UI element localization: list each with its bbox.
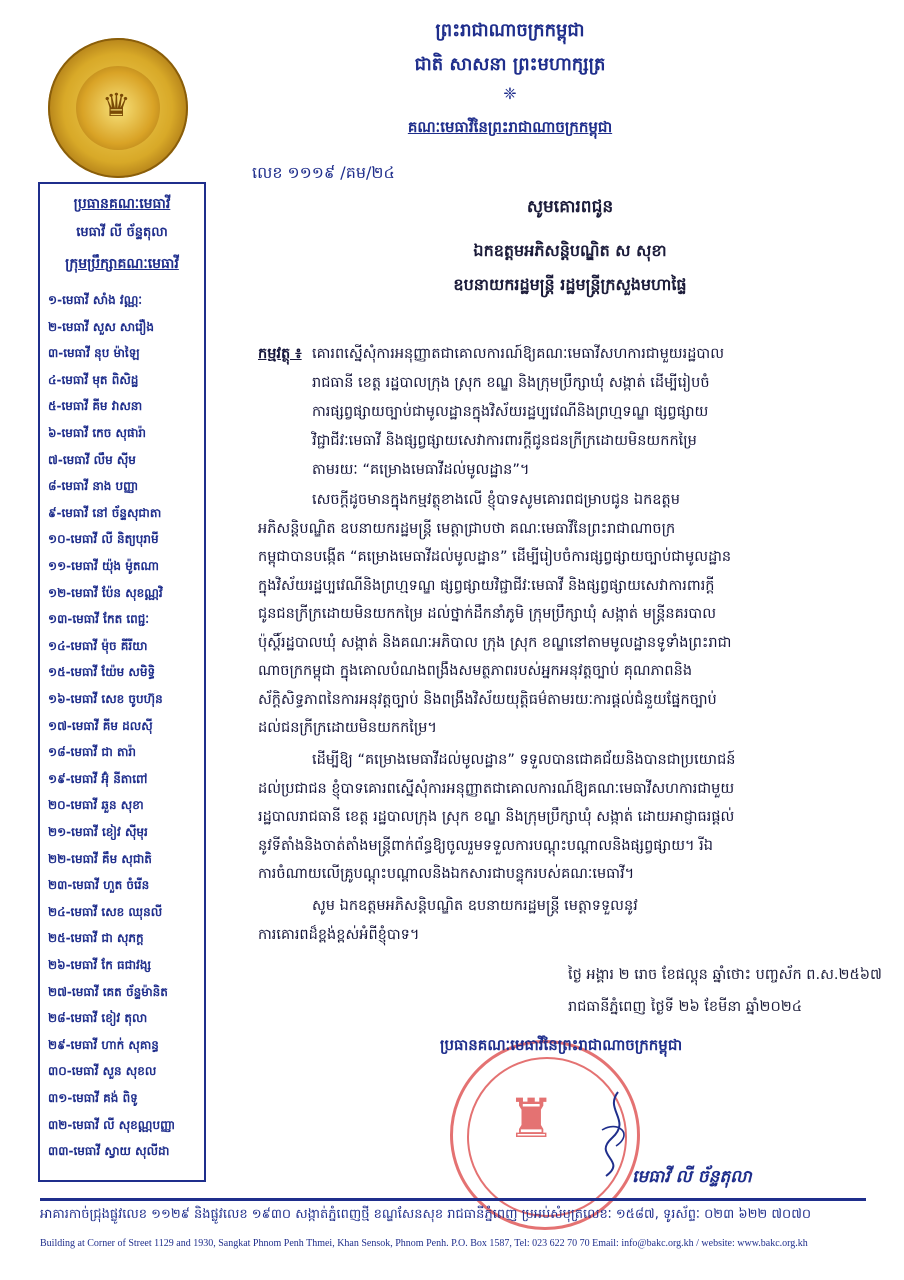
council-member: ២២-មេធាវី គឹម សុជាតិ — [48, 851, 152, 866]
closing-line: សូម ឯកឧត្តមអភិសន្តិបណ្ឌិត ឧបនាយករដ្ឋមន្ត្រី មេត្តាទទួលនូវ — [312, 898, 638, 914]
council-member: ១២-មេធាវី ប៉ែន សុខណ្ណវិ — [48, 585, 163, 600]
council-member: ៣៣-មេធាវី ស្វាយ សុលីដា — [48, 1144, 170, 1159]
closing-line: ការគោរពដ៏ខ្ពង់ខ្ពស់អំពីខ្ញុំបាទ។ — [258, 927, 420, 943]
council-member: ១-មេធាវី សាំង វណ្ណៈ — [48, 293, 143, 307]
president-name: មេធាវី លី ច័ន្ទតុលា — [76, 225, 168, 240]
council-member: ១៥-មេធាវី យ៉ែម សមិទ្ធិ — [48, 665, 156, 680]
subject-line: តាមរយៈ “គម្រោងមេធាវីដល់មូលដ្ឋាន”។ — [312, 462, 530, 478]
deity-figure-icon: ♛ — [102, 86, 131, 124]
para1-line: ស័ក្តិសិទ្ធភាពនៃការអនុវត្តច្បាប់ និងពង្រឹងវិស័យយុត្តិធម៌តាមរយៈការផ្ដល់ជំនួយផ្នែកច្បាប់ — [258, 691, 717, 708]
council-member: ២៨-មេធាវី ខៀវ តុលា — [48, 1011, 148, 1026]
council-member: ២១-មេធាវី ខៀវ ស៊ីមុរ — [48, 825, 148, 839]
recipient-position: ឧបនាយករដ្ឋមន្ត្រី រដ្ឋមន្ត្រីក្រសួងមហាផ្ទៃ — [453, 275, 687, 294]
council-member: ៣១-មេធាវី គង់ ពិទូ — [48, 1091, 138, 1105]
subject-label: កម្មវត្ថុ ៖ — [258, 346, 302, 362]
council-member: ២៧-មេធាវី គេត ច័ន្ទម៉ានិត — [48, 984, 168, 999]
kingdom-heading: ព្រះរាជាណាចក្រកម្ពុជា — [435, 20, 585, 41]
para1-line: ណាចក្រកម្ពុជា ក្នុងគោលបំណងពង្រឹងសមត្ថភាពរបស់អ្នកអនុវត្តច្បាប់ គុណភាពនិង — [258, 663, 693, 679]
footer-divider — [40, 1198, 866, 1201]
para1-line: សេចក្ដីដូចមានក្នុងកម្មវត្ថុខាងលើ ខ្ញុំបាទសូមគោរពជម្រាបជូន ឯកឧត្តម — [312, 492, 680, 508]
council-member: ៧-មេធាវី លឹម ស៊ីម — [48, 452, 136, 467]
subject-line: គោរពស្នើសុំការអនុញ្ញាតជាគោលការណ៍ឱ្យគណៈមេធាវីសហការជាមួយរដ្ឋបាល — [312, 346, 725, 362]
para1-line: ជូនជនក្រីក្រដោយមិនយកកម្រៃ ដល់ថ្នាក់ដឹកនាំភូមិ ក្រុមប្រឹក្សាឃុំ សង្កាត់ មន្ត្រីនគរបាល — [258, 606, 717, 622]
para2-line: ដល់ប្រជាជន ខ្ញុំបាទគោរពស្នើសុំការអនុញ្ញាតជាគោលការណ៍ឱ្យគណៈមេធាវីសហការជាមួយ — [258, 780, 735, 797]
council-member: ១៣-មេធាវី កែត ពេជ្ជៈ — [48, 612, 150, 627]
council-title: ក្រុមប្រឹក្សាគណៈមេធាវី — [65, 256, 179, 272]
lunar-date: ថ្ងៃ អង្គារ ២ រោច ខែផល្គុន ឆ្នាំថោះ បញ្ចស័ក ព.ស.២៥៦៧ — [568, 967, 882, 983]
council-member: ៦-មេធាវី កេច សុផារ៉ា — [48, 426, 147, 440]
para2-line: ដើម្បីឱ្យ “គម្រោងមេធាវីដល់មូលដ្ឋាន” ទទួលបានជោគជ័យនិងបានជាប្រយោជន៍ — [312, 752, 736, 768]
council-member: ១៨-មេធាវី ជា តារ៉ា — [48, 745, 137, 760]
council-member: ២០-មេធាវី ឆួន សុខា — [48, 798, 144, 813]
signer-name: មេធាវី លី ច័ន្ទតុលា — [632, 1167, 752, 1187]
salutation: សូមគោរពជូន — [526, 197, 614, 217]
solar-date: រាជធានីភ្នំពេញ ថ្ងៃទី ២៦ ខែមីនា ឆ្នាំ២០២៤ — [568, 999, 803, 1015]
council-member: ២-មេធាវី សួស សារឿង — [48, 319, 154, 334]
council-member: ២៤-មេធាវី សេខ ឈុនលី — [48, 904, 163, 919]
council-sidebar — [38, 182, 206, 1182]
council-member: ៣-មេធាវី នុប ម៉ាឡៃ — [48, 346, 140, 361]
council-member: ៩-មេធាវី នៅ ច័ន្ទសុជាតា — [48, 505, 162, 520]
bar-association-logo — [48, 38, 188, 178]
council-member: ១១-មេធាវី យ៉ុង ម៉ូតណា — [48, 559, 159, 573]
council-member: ៥-មេធាវី គីម វាសនា — [48, 399, 143, 414]
council-member: ២៣-មេធាវី ហួត ចំរើន — [48, 878, 150, 893]
footer-address-english: Building at Corner of Street 1129 and 1930, Sangkat Phnom Penh Thmei, Khan Sensok, Phnom Penh. P.O. Box 1587, Tel: 023 622 70 70 Email: info@bakc.org.kh / website: www.bakc.org.kh — [40, 1238, 808, 1249]
council-member: ៤-មេធាវី មុត ពិសិដ្ឋ — [48, 372, 139, 387]
national-motto: ជាតិ សាសនា ព្រះមហាក្សត្រ — [414, 54, 606, 75]
council-member: ១៦-មេធាវី សេខ ចូបហ៊ុន — [48, 692, 163, 706]
para1-line: កម្ពុជាបានបង្កើត “គម្រោងមេធាវីដល់មូលដ្ឋាន” ដើម្បីរៀបចំការផ្សព្វផ្សាយច្បាប់ជាមូលដ្ឋាន — [258, 549, 732, 565]
council-member: ១៩-មេធាវី អ៊ុំ នីតាពៅ — [48, 771, 148, 786]
para1-line: ដល់ជនក្រីក្រដោយមិនយកកម្រៃ។ — [258, 720, 437, 736]
council-member: ១០-មេធាវី លី និត្យបុរាមី — [48, 532, 159, 547]
ornament-icon: ❈ — [503, 84, 517, 103]
council-member: ៨-មេធាវី នាង បញ្ញា — [48, 479, 139, 494]
seal-emblem-icon: ♜ — [507, 1087, 556, 1150]
subject-line: វិជ្ជាជីវៈមេធាវី និងផ្សព្វផ្សាយសេវាការពារក្តីជូនជនក្រីក្រដោយមិនយកកម្រៃ — [312, 433, 697, 449]
council-member: ៣២-មេធាវី លី សុខណ្ណបញ្ញា — [48, 1117, 176, 1132]
para1-line: អភិសន្តិបណ្ឌិត ឧបនាយករដ្ឋមន្ត្រី មេត្តាជ្រាបថា គណៈមេធាវីនៃព្រះរាជាណាចក្រ — [258, 520, 676, 537]
reference-number: លេខ ១១១៩ /គម/២៤ — [252, 163, 395, 182]
council-member: ១៤-មេធាវី ម៉ុច គីរីយា — [48, 638, 148, 653]
organization-name: គណៈមេធាវីនៃព្រះរាជាណាចក្រកម្ពុជា — [407, 118, 613, 136]
para2-line: ការចំណាយលើគ្រូបណ្តុះបណ្តាលនិងឯកសារជាបន្ទុករបស់គណៈមេធាវី។ — [258, 866, 635, 882]
council-member: ២៩-មេធាវី ហាក់ សុគាន្ធ — [48, 1037, 159, 1052]
council-member: ២៦-មេធាវី កែ ធជាវង្ស — [48, 958, 152, 972]
council-member: ៣០-មេធាវី សួន សុខល — [48, 1064, 157, 1079]
footer-address-khmer: អាគារកាច់ជ្រុងផ្លូវលេខ ១១២៩ និងផ្លូវលេខ ១៩៣០ សង្កាត់ភ្នំពេញថ្មី ខណ្ឌសែនសុខ រាជធានីភ្នំពេញ ប្រអប់សំបុត្រលេខៈ ១៥៨៧, ទូរស័ព្ទៈ ០២៣ ៦២២ ៧០៧០ — [40, 1207, 812, 1222]
para2-line: រដ្ឋបាលរាជធានី ខេត្ត រដ្ឋបាលក្រុង ស្រុក ខណ្ឌ និងក្រុមប្រឹក្សាឃុំ សង្កាត់ ដោយអាជ្ញាធរផ្ដល់ — [258, 809, 735, 825]
signer-title: ប្រធានគណៈមេធាវីនៃព្រះរាជាណាចក្រកម្ពុជា — [440, 1036, 683, 1054]
council-member: ២៥-មេធាវី ជា សុភក្ត — [48, 931, 144, 946]
subject-line: រាជធានី ខេត្ត រដ្ឋបាលក្រុង ស្រុក ខណ្ឌ និងក្រុមប្រឹក្សាឃុំ សង្កាត់ ដើម្បីរៀបចំ — [312, 375, 710, 391]
para1-line: ប៉ុស្តិ៍រដ្ឋបាលឃុំ សង្កាត់ និងគណៈអភិបាល ក្រុង ស្រុក ខណ្ឌនៅតាមមូលដ្ឋានទូទាំងព្រះរាជា — [258, 634, 732, 651]
para1-line: ក្នុងវិស័យរដ្ឋប្បវេណីនិងព្រហ្មទណ្ឌ ផ្សព្វផ្សាយវិជ្ជាជីវៈមេធាវី និងផ្សព្វផ្សាយសេវាការពារក្ដី — [258, 577, 715, 594]
subject-line: ការផ្សព្វផ្សាយច្បាប់ជាមូលដ្ឋានក្នុងវិស័យរដ្ឋប្បវេណីនិងព្រហ្មទណ្ឌ ផ្សព្វផ្សាយ — [312, 404, 709, 420]
president-title: ប្រធានគណៈមេធាវី — [73, 196, 171, 212]
para2-line: នូវទីតាំងនិងចាត់តាំងមន្ត្រីពាក់ព័ន្ធឱ្យចូលរួមទទួលការបណ្ដុះបណ្ដាលនិងផ្សព្វផ្សាយ។ រីឯ — [258, 837, 713, 854]
recipient-name: ឯកឧត្តមអភិសន្តិបណ្ឌិត ស សុខា — [473, 241, 667, 260]
council-member: ១៧-មេធាវី គីម ដលស៊ី — [48, 718, 153, 733]
